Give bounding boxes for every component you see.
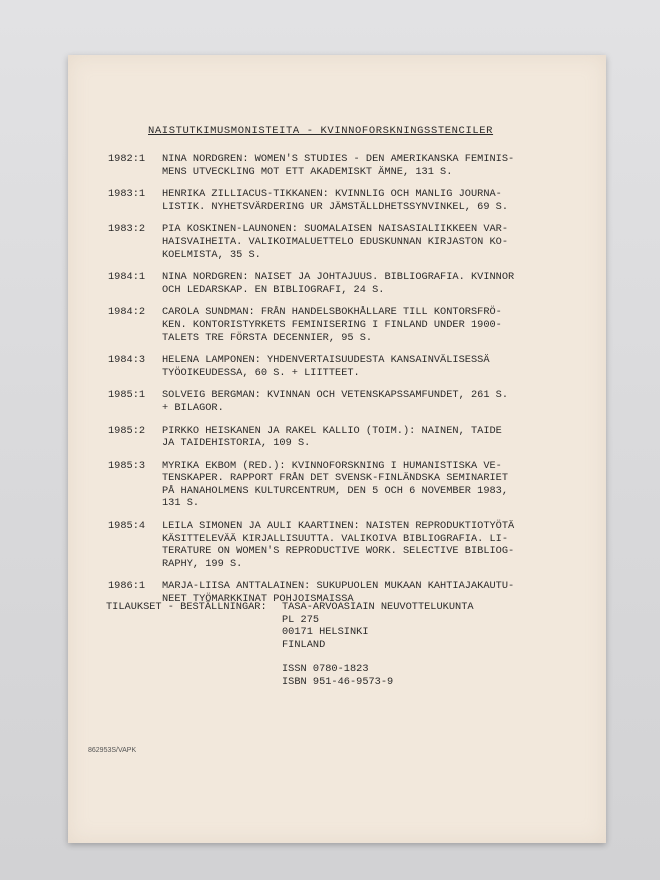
entry-text: NINA NORDGREN: NAISET JA JOHTAJUUS. BIBLIOGRAFIA. KVINNOR OCH LEDARSKAP. EN BIBLIOGRAFI, 24 S. xyxy=(162,271,515,296)
list-item xyxy=(108,389,598,414)
entry-number: 1985:1 xyxy=(108,389,146,402)
entry-number: 1982:1 xyxy=(108,153,146,165)
entry-number: 1984:2 xyxy=(108,306,146,319)
entry-text: HELENA LAMPONEN: YHDENVERTAISUUDESTA KANSAINVÄLISESSÄ TYÖOIKEUDESSA, 60 S. + LIITTEET. xyxy=(162,354,490,379)
series-title: NAISTUTKIMUSMONISTEITA - KVINNOFORSKNINGSSTENCILER xyxy=(148,125,494,137)
list-item xyxy=(108,520,598,570)
list-item xyxy=(108,460,598,510)
document-page xyxy=(68,55,606,843)
entry-text: MARJA-LIISA ANTTALAINEN: SUKUPUOLEN MUKAAN KAHTIAJAKAUTU- NEET TYÖMARKKINAT POHJOISMAISSA xyxy=(162,580,515,606)
issn: ISSN 0780-1823 xyxy=(282,663,369,676)
publication-list xyxy=(108,153,598,616)
entry-number: 1985:3 xyxy=(108,459,146,472)
print-code: 862953S/VAPK xyxy=(88,747,137,754)
entry-text: HENRIKA ZILLIACUS-TIKKANEN: KVINNLIG OCH MANLIG JOURNA- LISTIK. NYHETSVÄRDERING UR JÄMSTÄLLDHETSSYNVINKEL, 69 S. xyxy=(162,188,509,213)
orders-label: TILAUKSET - BESTÄLLNINGAR: xyxy=(106,601,267,613)
entry-text: CAROLA SUNDMAN: FRÅN HANDELSBOKHÅLLARE TILL KONTORSFRÖ- KEN. KONTORISTYRKETS FEMINISERING I FINLAND UNDER 1900- TALETS TRE FÖRSTA DECENNIER, 95 S. xyxy=(162,306,502,344)
entry-text: SOLVEIG BERGMAN: KVINNAN OCH VETENSKAPSSAMFUNDET, 261 S. + BILAGOR. xyxy=(162,389,509,414)
entry-text: PIRKKO HEISKANEN JA RAKEL KALLIO (TOIM.): NAINEN, TAIDE JA TAIDEHISTORIA, 109 S. xyxy=(162,424,502,450)
entry-number: 1985:4 xyxy=(108,520,146,533)
orders-po-box: PL 275 xyxy=(282,613,320,626)
entry-number: 1983:2 xyxy=(108,223,146,236)
isbn: ISBN 951-46-9573-9 xyxy=(282,675,394,688)
list-item xyxy=(108,354,598,379)
list-item xyxy=(108,306,598,344)
entry-text: PIA KOSKINEN-LAUNONEN: SUOMALAISEN NAISASIALIIKKEEN VAR- HAISVAIHEITA. VALIKOIMALUETTELO EDUSKUNNAN KIRJASTON KO- KOELMISTA, 35 S. xyxy=(162,223,509,261)
entry-text: LEILA SIMONEN JA AULI KAARTINEN: NAISTEN REPRODUKTIOTYÖTÄ KÄSITTELEVÄÄ KIRJALLISUUTTA. VALIKOIVA BIBLIOGRAFIA. LI- TERATURE ON WOMEN'S REPRODUCTIVE WORK. SELECTIVE BIBLIOG- RAPHY, 199 S. xyxy=(162,520,515,570)
orders-country: FINLAND xyxy=(282,638,326,651)
list-item xyxy=(108,153,598,178)
list-item xyxy=(108,271,598,296)
entry-number: 1984:1 xyxy=(108,271,146,284)
entry-number: 1986:1 xyxy=(108,580,146,593)
entry-text: MYRIKA EKBOM (RED.): KVINNOFORSKNING I HUMANISTISKA VE- TENSKAPER. RAPPORT FRÅN DET SVENSK-FINLÄNDSKA SEMINARIET PÅ HANAHOLMENS KULTURCENTRUM, DEN 5 OCH 6 NOVEMBER 1983, 131 S. xyxy=(162,459,509,510)
entry-number: 1985:2 xyxy=(108,424,146,437)
entry-number: 1983:1 xyxy=(108,188,146,201)
order-info xyxy=(106,601,474,689)
orders-spacer xyxy=(282,651,474,663)
list-item xyxy=(108,223,598,261)
list-item xyxy=(108,425,598,450)
entry-text: NINA NORDGREN: WOMEN'S STUDIES - DEN AMERIKANSKA FEMINIS- MENS UTVECKLING MOT ETT AKADEMISKT ÄMNE, 131 S. xyxy=(162,153,515,178)
list-item xyxy=(108,188,598,213)
orders-city: 00171 HELSINKI xyxy=(282,626,369,639)
entry-number: 1984:3 xyxy=(108,354,146,367)
orders-organization: TASA-ARVOASIAIN NEUVOTTELUKUNTA xyxy=(282,601,474,613)
